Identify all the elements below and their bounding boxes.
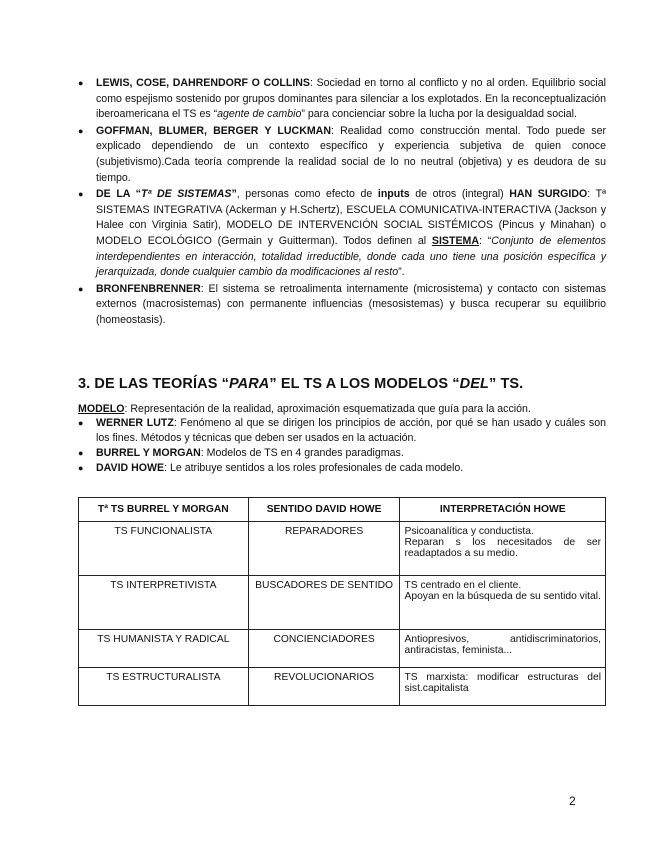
table-cell: TS HUMANISTA Y RADICAL bbox=[79, 630, 249, 668]
table-row bbox=[79, 668, 606, 706]
table-cell: TS marxista: modificar estructuras del sist.capitalista bbox=[400, 668, 606, 706]
modelo-definition: MODELO: Representación de la realidad, aproximación esquematizada que guía para la acción. bbox=[78, 403, 531, 415]
models-table bbox=[78, 497, 606, 706]
models-list bbox=[78, 416, 606, 476]
section-heading: 3. DE LAS TEORÍAS “PARA” EL TS A LOS MODELOS “DEL” TS. bbox=[78, 376, 524, 392]
theories-list bbox=[78, 76, 606, 330]
list-item: ● DAVID HOWE: Le atribuye sentidos a los roles profesionales de cada modelo. bbox=[78, 461, 606, 476]
list-item: ● GOFFMAN, BLUMER, BERGER Y LUCKMAN: Realidad como construcción mental. Todo puede ser explicado dependiendo de un contexto específico y experiencia subjetiva de quien conoce (subjetivismo).Cada teoría comprende la realidad social de lo no neutral (objetiva) y es deudora de su tiempo. bbox=[78, 124, 606, 186]
italic-term: agente de cambio bbox=[217, 108, 302, 121]
list-item: ● DE LA “Tª DE SISTEMAS”, personas como efecto de inputs de otros (integral) HAN SURGIDO: Tª SISTEMAS INTEGRATIVA (Ackerman y H.Schertz), ESCUELA COMUNICATIVA-INTERACTIVA (Jackson y Halee con Virginia Satir), MODELO DE INTERVENCIÓN SOCIAL SISTÉMICOS (Pincus y Minahan) o MODELO ECOLÓGICO (Germain y Guitterman). Todos definen al SISTEMA: “Conjunto de elementos interdependientes en interacción, totalidad irreductible, donde cada uno tiene una posición específica y jerarquizada, donde cualquier cambio da modificaciones al resto”. bbox=[78, 187, 606, 281]
header-cell: SENTIDO DAVID HOWE bbox=[248, 498, 400, 522]
header-cell: Tª TS BURREL Y MORGAN bbox=[79, 498, 249, 522]
list-item: ● BURREL Y MORGAN: Modelos de TS en 4 grandes paradigmas. bbox=[78, 446, 606, 461]
list-item: ● WERNER LUTZ: Fenómeno al que se dirigen los principios de acción, por qué se han usado y cuáles son los fines. Métodos y técnicas que deben ser usados en la actuación. bbox=[78, 416, 606, 446]
list-item: ● LEWIS, COSE, DAHRENDORF O COLLINS: Sociedad en torno al conflicto y no al orden. Equilibrio social como espejismo sostenido por grupos dominantes para silenciar a los explotados. En la reconceptualización iberoamericana el TS es “agente de cambio” para concienciar sobre la lucha por la desigualdad social. bbox=[78, 76, 606, 123]
table-cell: Antiopresivos, antidiscriminatorios, antiracistas, feminista... bbox=[400, 630, 606, 668]
table-row bbox=[79, 522, 606, 576]
table-cell: CONCIENCIADORES bbox=[248, 630, 400, 668]
table-row bbox=[79, 576, 606, 630]
table-cell: TS FUNCIONALISTA bbox=[79, 522, 249, 576]
sistema-term: SISTEMA bbox=[431, 234, 480, 247]
table-cell: TS centrado en el cliente. Apoyan en la búsqueda de su sentido vital. bbox=[400, 576, 606, 630]
list-item: ● BRONFENBRENNER: El sistema se retroalimenta internamente (microsistema) y contacto con sistemas externos (macrosistemas) con permanente influencias (mesosistemas) y busca recuperar su equilibrio (homeostasis). bbox=[78, 282, 606, 329]
table-row bbox=[79, 630, 606, 668]
author-names: BRONFENBRENNER bbox=[96, 282, 201, 295]
author-names: LEWIS, COSE, DAHRENDORF O COLLINS bbox=[96, 77, 310, 89]
table-cell: TS INTERPRETIVISTA bbox=[79, 576, 249, 630]
table-header-row bbox=[79, 498, 606, 522]
page-number: 2 bbox=[569, 794, 576, 808]
header-cell: INTERPRETACIÓN HOWE bbox=[400, 498, 606, 522]
table-cell: REVOLUCIONARIOS bbox=[248, 668, 400, 706]
table-cell: BUSCADORES DE SENTIDO bbox=[248, 576, 400, 630]
author-names: GOFFMAN, BLUMER, BERGER Y LUCKMAN bbox=[96, 124, 331, 137]
table-cell: Psicoanalítica y conductista. Reparan s los necesitados de ser readaptados a su medio. bbox=[400, 522, 606, 576]
table-cell: REPARADORES bbox=[248, 522, 400, 576]
sistema-definition: Conjunto de elementos interdependientes en interacción, totalidad irreductible, donde cada uno tiene una posición específica y jerarquizada, donde cualquier cambio da modificaciones al resto bbox=[96, 234, 606, 279]
table-cell: TS ESTRUCTURALISTA bbox=[79, 668, 249, 706]
